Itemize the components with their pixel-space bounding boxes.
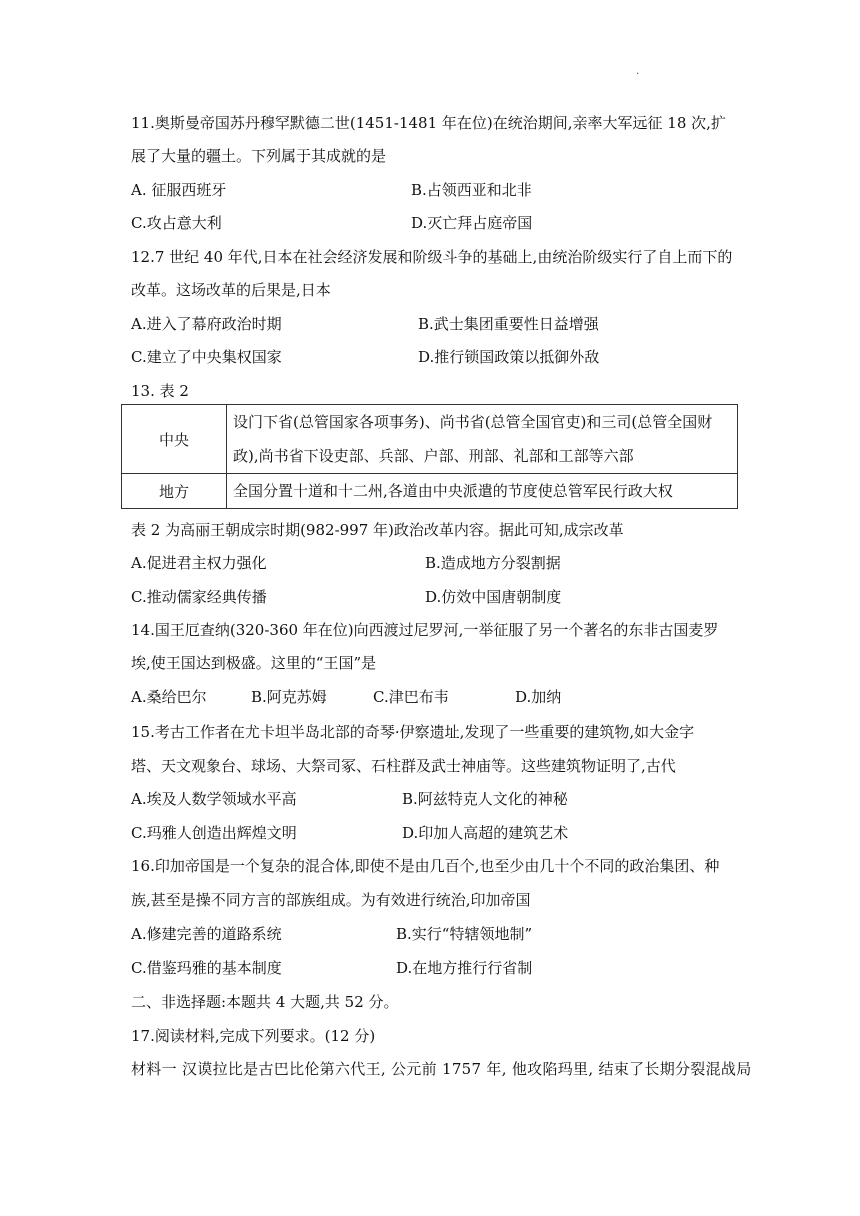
q14-stem-line-2: 埃,使王国达到极盛。这里的“王国”是 (131, 654, 377, 672)
q15-stem-line-1: 15.考古工作者在尤卡坦半岛北部的奇琴·伊察遗址,发现了一些重要的建筑物,如大金字 (131, 723, 695, 741)
q16-option-b[interactable]: B.实行“特辖领地制” (396, 925, 533, 943)
table-content-cell (227, 474, 738, 509)
table-row (122, 474, 738, 509)
q12-option-b[interactable]: B.武士集团重要性日益增强 (418, 315, 599, 333)
q14-stem-line-1: 14.国王厄查纳(320-360 年在位)向西渡过尼罗河,一举征服了另一个著名的东非古国麦罗 (131, 621, 719, 639)
q14-option-a[interactable]: A.桑给巴尔 (131, 688, 207, 706)
table-row (122, 405, 738, 474)
q14-option-b[interactable]: B.阿克苏姆 (251, 688, 327, 706)
table-cell-line: 全国分置十道和十二州,各道由中央派遣的节度使总管军民行政大权 (233, 482, 673, 500)
q11-option-b[interactable]: B.占领西亚和北非 (411, 181, 532, 199)
q14-option-c[interactable]: C.津巴布韦 (373, 688, 449, 706)
table-cell-line: 设门下省(总管国家各项事务)、尚书省(总管全国官吏)和三司(总管全国财 (233, 413, 713, 431)
q12-stem-line-1: 12.7 世纪 40 年代,日本在社会经济发展和阶级斗争的基础上,由统治阶级实行了自上而下的 (131, 248, 733, 266)
q12-option-d[interactable]: D.推行锁国政策以抵御外敌 (418, 348, 600, 366)
table-content-cell (227, 405, 738, 474)
q11-stem-line-2: 展了大量的疆土。下列属于其成就的是 (131, 147, 387, 165)
header-mark: . (636, 66, 640, 77)
q11-option-a[interactable]: A. 征服西班牙 (131, 181, 227, 199)
q16-option-a[interactable]: A.修建完善的道路系统 (131, 925, 282, 943)
q15-option-d[interactable]: D.印加人高超的建筑艺术 (402, 824, 569, 842)
q13-label: 13. 表 2 (131, 382, 189, 400)
q13-option-c[interactable]: C.推动儒家经典传播 (131, 588, 267, 606)
q15-stem-line-2: 塔、天文观象台、球场、大祭司冢、石柱群及武士神庙等。这些建筑物证明了,古代 (131, 757, 676, 775)
q12-option-a[interactable]: A.进入了幕府政治时期 (131, 315, 282, 333)
q13-option-b[interactable]: B.造成地方分裂割据 (425, 554, 561, 572)
q15-option-a[interactable]: A.埃及人数学领域水平高 (131, 790, 297, 808)
q11-option-d[interactable]: D.灭亡拜占庭帝国 (411, 214, 533, 232)
q13-option-a[interactable]: A.促进君主权力强化 (131, 554, 267, 572)
q15-option-c[interactable]: C.玛雅人创造出辉煌文明 (131, 824, 297, 842)
q13-option-d[interactable]: D.仿效中国唐朝制度 (425, 588, 562, 606)
table-header-cell: 地方 (122, 474, 227, 509)
q17-title: 17.阅读材料,完成下列要求。(12 分) (131, 1027, 376, 1045)
section-2-heading: 二、非选择题:本题共 4 大题,共 52 分。 (131, 993, 399, 1011)
q11-stem-line-1: 11.奥斯曼帝国苏丹穆罕默德二世(1451-1481 年在位)在统治期间,亲率大军远征 18 次,扩 (131, 114, 726, 132)
table-cell-line: 政),尚书省下设吏部、兵部、户部、刑部、礼部和工部等六部 (233, 447, 634, 465)
q12-stem-line-2: 改革。这场改革的后果是,日本 (131, 281, 331, 299)
q13-stem: 表 2 为高丽王朝成宗时期(982-997 年)政治改革内容。据此可知,成宗改革 (131, 521, 624, 539)
q16-option-d[interactable]: D.在地方推行行省制 (396, 959, 533, 977)
table-2 (121, 404, 738, 509)
q15-option-b[interactable]: B.阿兹特克人文化的神秘 (402, 790, 568, 808)
q11-option-c[interactable]: C.攻占意大利 (131, 214, 222, 232)
q17-material-1: 材料一 汉谟拉比是古巴比伦第六代王, 公元前 1757 年, 他攻陷玛里, 结束了长期分裂混战局 (131, 1060, 752, 1078)
table-header-cell: 中央 (122, 405, 227, 474)
q12-option-c[interactable]: C.建立了中央集权国家 (131, 348, 282, 366)
q16-stem-line-1: 16.印加帝国是一个复杂的混合体,即使不是由几百个,也至少由几十个不同的政治集团、种 (131, 857, 720, 875)
q16-stem-line-2: 族,甚至是操不同方言的部族组成。为有效进行统治,印加帝国 (131, 891, 531, 909)
q16-option-c[interactable]: C.借鉴玛雅的基本制度 (131, 959, 282, 977)
q14-option-d[interactable]: D.加纳 (515, 688, 562, 706)
